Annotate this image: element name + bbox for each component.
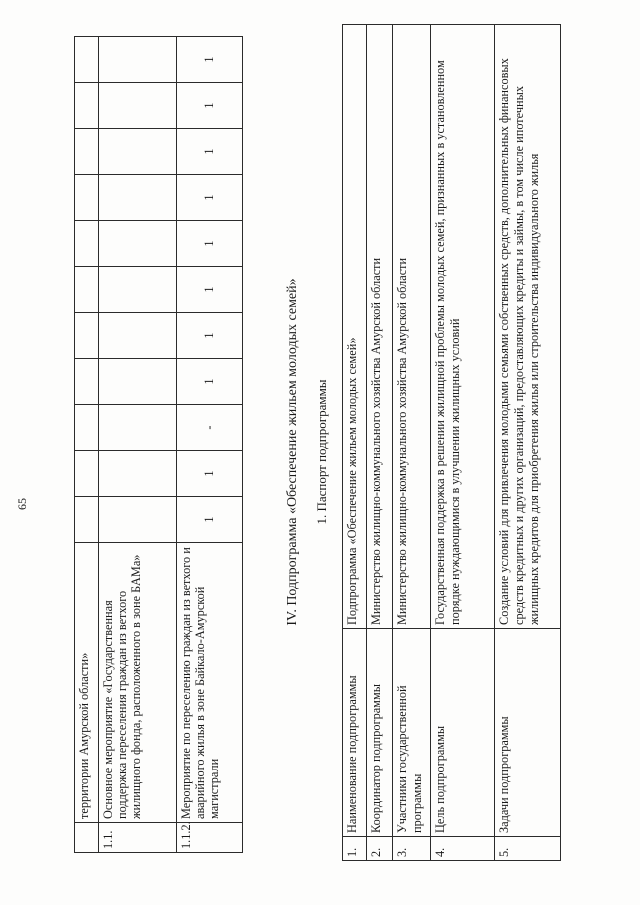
subsection-title: 1. Паспорт подпрограммы bbox=[314, 379, 329, 525]
row-value: Министерство жилищно-коммунального хозяйства Амурской области bbox=[367, 25, 393, 629]
table-cell bbox=[75, 83, 99, 129]
table-cell: 1 bbox=[177, 221, 243, 267]
table-cell: 1 bbox=[177, 497, 243, 543]
rotated-document bbox=[10, 7, 630, 897]
row-number: 4. bbox=[431, 837, 495, 861]
row-number: 1. bbox=[343, 837, 367, 861]
section-title: IV. Подпрограмма «Обеспечение жильем молодых семей» bbox=[285, 278, 300, 626]
row-value: Государственная поддержка в решении жилищной проблемы молодых семей, признанных в установленном порядке нуждающимися в улучшении жилищных условий bbox=[431, 25, 495, 629]
table-row bbox=[495, 25, 561, 861]
row-label: Цель подпрограммы bbox=[431, 629, 495, 837]
row-number: 1.1.2. bbox=[177, 823, 243, 853]
table-row bbox=[367, 25, 393, 861]
row-label: Задачи подпрограммы bbox=[495, 629, 561, 837]
table-cell bbox=[99, 359, 177, 405]
table-cell: 1 bbox=[177, 359, 243, 405]
table-cell bbox=[99, 83, 177, 129]
table-cell bbox=[75, 405, 99, 451]
table-cell bbox=[75, 313, 99, 359]
table-cell bbox=[75, 37, 99, 83]
table-cell bbox=[99, 497, 177, 543]
table-cell bbox=[75, 451, 99, 497]
table-cell: 1 bbox=[177, 129, 243, 175]
table-row bbox=[177, 37, 243, 853]
table-cell bbox=[99, 405, 177, 451]
passport-table bbox=[342, 24, 561, 861]
table-cell bbox=[75, 497, 99, 543]
table-cell bbox=[99, 37, 177, 83]
row-label: Участники государственной программы bbox=[393, 629, 431, 837]
table-cell bbox=[99, 267, 177, 313]
table-cell: 1 bbox=[177, 83, 243, 129]
row-value: Создание условий для привлечения молодыми семьями собственных средств, дополнительных финансовых средств кредитных и других организаций, предоставляющих кредиты и займы, в том числе ипотечных жилищных кредитов для приобретения жилья или строительства индивидуального жилья bbox=[495, 25, 561, 629]
row-label: Наименование подпрограммы bbox=[343, 629, 367, 837]
row-number: 5. bbox=[495, 837, 561, 861]
row-value: Подпрограмма «Обеспечение жильем молодых семей» bbox=[343, 25, 367, 629]
table-cell bbox=[99, 221, 177, 267]
table-cell: 1 bbox=[177, 451, 243, 497]
table-cell bbox=[75, 175, 99, 221]
table-cell: 1 bbox=[177, 267, 243, 313]
table-cell bbox=[75, 267, 99, 313]
table-cell: 1 bbox=[177, 313, 243, 359]
table-cell bbox=[99, 175, 177, 221]
table-row bbox=[99, 37, 177, 853]
page-number: 65 bbox=[15, 498, 29, 510]
row-number: 3. bbox=[393, 837, 431, 861]
measure-title: Основное мероприятие «Государственная поддержка переселения граждан из ветхого жилищного фонда, расположенного в зоне БАМа» bbox=[99, 543, 177, 823]
table-cell: - bbox=[177, 405, 243, 451]
table-row bbox=[75, 37, 99, 853]
table-row bbox=[343, 25, 367, 861]
measure-title: Мероприятие по переселению граждан из ветхого и аварийного жилья в зоне Байкало-Амурской магистрали bbox=[177, 543, 243, 823]
measures-table bbox=[74, 36, 243, 853]
table-cell bbox=[99, 129, 177, 175]
table-cell bbox=[75, 359, 99, 405]
table-cell bbox=[75, 129, 99, 175]
table-cell: 1 bbox=[177, 175, 243, 221]
table-row bbox=[393, 25, 431, 861]
row-value: Министерство жилищно-коммунального хозяйства Амурской области bbox=[393, 25, 431, 629]
table-cell: 1 bbox=[177, 37, 243, 83]
continuation-text: территории Амурской области» bbox=[75, 543, 99, 823]
table-cell bbox=[99, 313, 177, 359]
table-row bbox=[431, 25, 495, 861]
table-cell bbox=[99, 451, 177, 497]
table-cell bbox=[75, 221, 99, 267]
row-number: 2. bbox=[367, 837, 393, 861]
table-cell bbox=[75, 823, 99, 853]
row-label: Координатор подпрограммы bbox=[367, 629, 393, 837]
row-number: 1.1. bbox=[99, 823, 177, 853]
